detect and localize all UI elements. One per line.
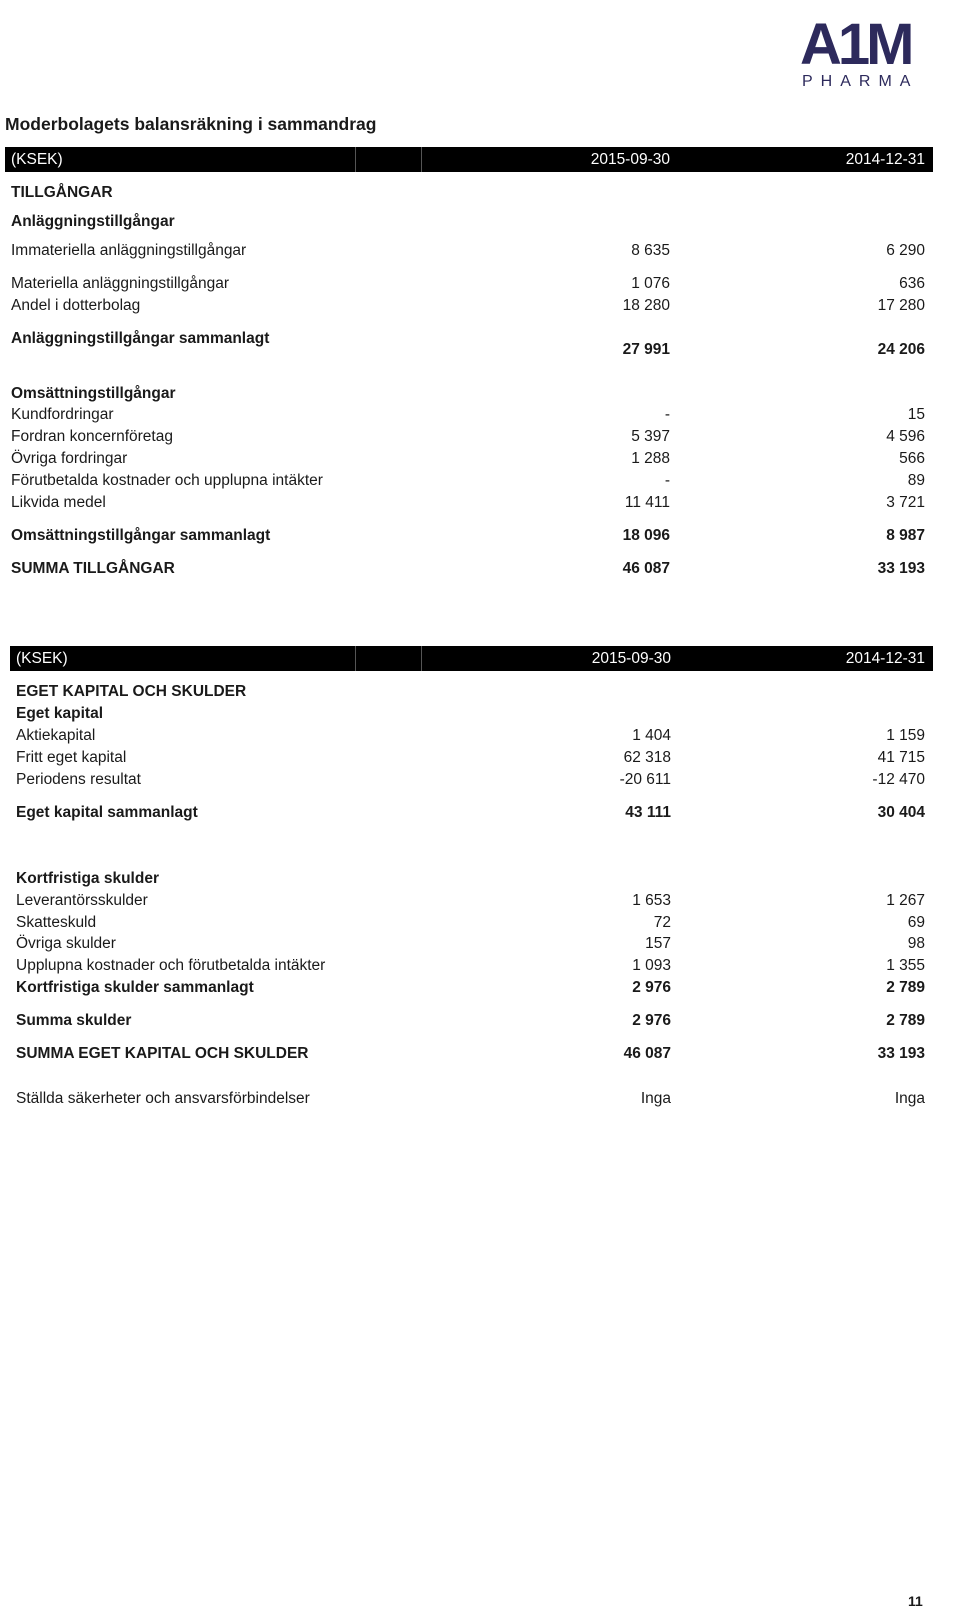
value-2014: 566 bbox=[899, 450, 925, 467]
value-2015: 46 087 bbox=[623, 1045, 671, 1062]
table-row bbox=[0, 957, 960, 977]
table-row bbox=[0, 727, 960, 747]
value-2014: 1 267 bbox=[886, 892, 925, 909]
value-2015: 1 653 bbox=[632, 892, 671, 909]
row-label: Eget kapital sammanlagt bbox=[16, 804, 198, 821]
table-header-assets bbox=[5, 147, 933, 172]
table-row bbox=[0, 979, 960, 999]
value-2015: 2 976 bbox=[632, 979, 671, 996]
table-row bbox=[0, 804, 960, 824]
value-2014: 2 789 bbox=[886, 979, 925, 996]
row-label: Kortfristiga skulder sammanlagt bbox=[16, 979, 254, 996]
row-label: TILLGÅNGAR bbox=[11, 184, 113, 201]
table-row bbox=[0, 242, 960, 262]
row-label: Kundfordringar bbox=[11, 406, 114, 423]
page-number: 11 bbox=[908, 1593, 923, 1609]
column-header-2014: 2014-12-31 bbox=[845, 650, 925, 667]
row-label: Kortfristiga skulder bbox=[16, 870, 159, 887]
table-row bbox=[0, 184, 960, 204]
value-2015: 18 096 bbox=[622, 527, 670, 544]
value-2014: 6 290 bbox=[886, 242, 925, 259]
table-row bbox=[0, 494, 960, 514]
value-2014: 41 715 bbox=[877, 749, 925, 766]
row-label: Periodens resultat bbox=[16, 771, 141, 788]
value-2015: 18 280 bbox=[622, 297, 670, 314]
row-label: Likvida medel bbox=[11, 494, 106, 511]
value-2015: 5 397 bbox=[631, 428, 670, 445]
value-2015: 11 411 bbox=[624, 494, 670, 511]
row-label: Aktiekapital bbox=[16, 727, 96, 744]
table-row bbox=[0, 683, 960, 703]
table-row bbox=[0, 472, 960, 492]
value-2015: 2 976 bbox=[632, 1012, 671, 1029]
column-divider bbox=[421, 646, 422, 671]
table-row bbox=[0, 450, 960, 470]
value-2015: Inga bbox=[640, 1090, 671, 1107]
value-2014: 1 159 bbox=[886, 727, 925, 744]
row-label: Immateriella anläggningstillgångar bbox=[11, 242, 247, 259]
row-label: Andel i dotterbolag bbox=[11, 297, 141, 314]
table-row bbox=[0, 385, 960, 405]
table-row bbox=[0, 1045, 960, 1065]
value-2014: 17 280 bbox=[877, 297, 925, 314]
value-2014: 98 bbox=[907, 935, 925, 952]
column-divider bbox=[355, 147, 356, 172]
column-header-2015: 2015-09-30 bbox=[590, 151, 670, 168]
page-title: Moderbolagets balansräkning i sammandrag bbox=[5, 114, 377, 134]
value-2014: 1 355 bbox=[886, 957, 925, 974]
unit-label: (KSEK) bbox=[11, 151, 63, 168]
table-row bbox=[0, 428, 960, 448]
row-label: Övriga fordringar bbox=[11, 450, 128, 467]
value-2014: 69 bbox=[907, 914, 925, 931]
row-label: Övriga skulder bbox=[16, 935, 116, 952]
value-2015: 43 111 bbox=[625, 804, 671, 821]
value-2015: - bbox=[664, 472, 670, 489]
column-header-2014: 2014-12-31 bbox=[845, 151, 925, 168]
table-row bbox=[0, 749, 960, 769]
value-2014: 636 bbox=[899, 275, 925, 292]
row-label: EGET KAPITAL OCH SKULDER bbox=[16, 683, 247, 700]
row-label: Upplupna kostnader och förutbetalda intäkter bbox=[16, 957, 326, 974]
row-label: Materiella anläggningstillgångar bbox=[11, 275, 229, 292]
value-2015: 27 991 bbox=[622, 341, 670, 358]
value-2014: 33 193 bbox=[877, 560, 925, 577]
row-label: SUMMA EGET KAPITAL OCH SKULDER bbox=[16, 1045, 309, 1062]
value-2015: 1 288 bbox=[631, 450, 670, 467]
value-2015: 62 318 bbox=[623, 749, 671, 766]
table-row bbox=[0, 275, 960, 295]
value-2014: 8 987 bbox=[886, 527, 925, 544]
table-row bbox=[0, 560, 960, 580]
value-2014: 3 721 bbox=[886, 494, 925, 511]
table-row bbox=[0, 705, 960, 725]
value-2015: - bbox=[664, 406, 670, 423]
value-2015: 46 087 bbox=[622, 560, 670, 577]
table-row bbox=[0, 297, 960, 317]
table-row bbox=[0, 527, 960, 547]
logo-text: A1M bbox=[800, 12, 911, 77]
value-2014: 2 789 bbox=[886, 1012, 925, 1029]
column-divider bbox=[421, 147, 422, 172]
value-2014: 24 206 bbox=[877, 341, 925, 358]
row-label: Summa skulder bbox=[16, 1012, 132, 1029]
unit-label: (KSEK) bbox=[16, 650, 68, 667]
table-row bbox=[0, 1012, 960, 1032]
row-label: Anläggningstillgångar bbox=[11, 213, 175, 230]
table-header-equity-liabilities bbox=[10, 646, 933, 671]
column-header-2015: 2015-09-30 bbox=[591, 650, 671, 667]
value-2014: 15 bbox=[907, 406, 925, 423]
table-row bbox=[0, 892, 960, 912]
row-label: Eget kapital bbox=[16, 705, 103, 722]
logo-subtext: PHARMA bbox=[802, 73, 919, 90]
table-row bbox=[0, 1090, 960, 1110]
row-label: Anläggningstillgångar sammanlagt bbox=[11, 330, 270, 347]
value-2015: 8 635 bbox=[631, 242, 670, 259]
value-2015: 72 bbox=[653, 914, 671, 931]
column-divider bbox=[355, 646, 356, 671]
value-2015: 157 bbox=[645, 935, 671, 952]
value-2015: 1 076 bbox=[631, 275, 670, 292]
value-2015: 1 093 bbox=[632, 957, 671, 974]
table-row bbox=[0, 935, 960, 955]
row-label: Fritt eget kapital bbox=[16, 749, 127, 766]
row-label: Ställda säkerheter och ansvarsförbindelser bbox=[16, 1090, 310, 1107]
value-2014: 4 596 bbox=[886, 428, 925, 445]
table-row bbox=[0, 341, 960, 361]
value-2014: 89 bbox=[907, 472, 925, 489]
row-label: SUMMA TILLGÅNGAR bbox=[11, 560, 175, 577]
table-row bbox=[0, 771, 960, 791]
row-label: Omsättningstillgångar sammanlagt bbox=[11, 527, 271, 544]
table-row bbox=[0, 213, 960, 233]
value-2015: -20 611 bbox=[619, 771, 671, 788]
table-row bbox=[0, 870, 960, 890]
row-label: Omsättningstillgångar bbox=[11, 385, 176, 402]
row-label: Fordran koncernföretag bbox=[11, 428, 173, 445]
row-label: Leverantörsskulder bbox=[16, 892, 148, 909]
value-2014: -12 470 bbox=[872, 771, 925, 788]
company-logo bbox=[798, 2, 932, 90]
row-label: Förutbetalda kostnader och upplupna intäkter bbox=[11, 472, 323, 489]
table-row bbox=[0, 914, 960, 934]
value-2014: Inga bbox=[894, 1090, 925, 1107]
value-2014: 33 193 bbox=[877, 1045, 925, 1062]
value-2015: 1 404 bbox=[632, 727, 671, 744]
table-row bbox=[0, 406, 960, 426]
value-2014: 30 404 bbox=[877, 804, 925, 821]
row-label: Skatteskuld bbox=[16, 914, 97, 931]
